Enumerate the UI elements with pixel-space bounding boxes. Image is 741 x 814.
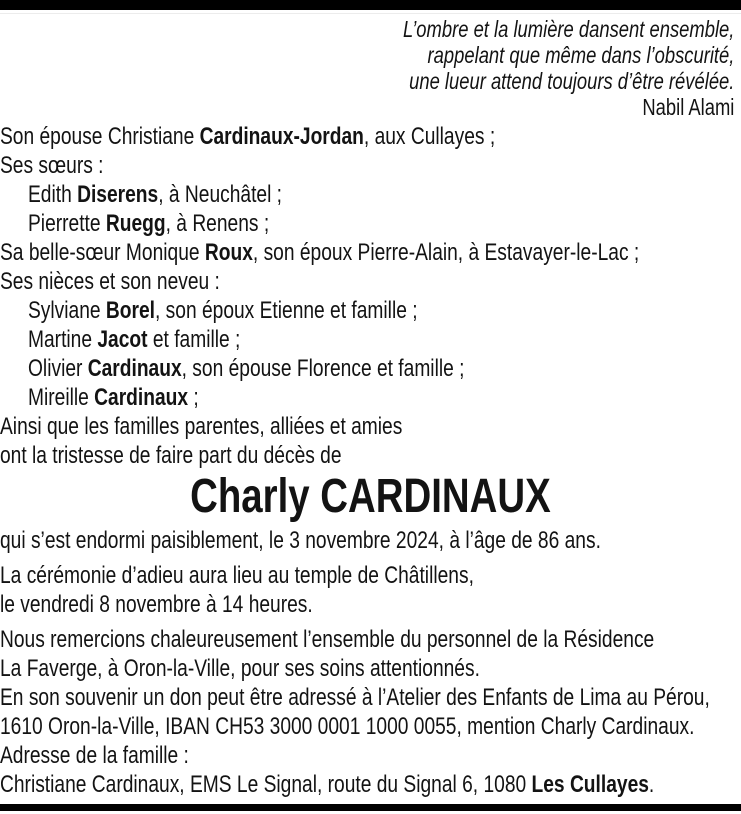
text-line — [0, 441, 741, 470]
thanks-and-donation — [0, 625, 741, 741]
bold-name: Cardinaux — [87, 355, 182, 382]
text-segment: Nous remercions chaleureusement l’ensemble du personnel de la Résidence — [0, 626, 655, 653]
text-line — [0, 770, 741, 799]
text-segment: Martine — [28, 326, 98, 353]
epigraph-quote — [0, 16, 741, 94]
bold-name: Borel — [105, 297, 155, 324]
text-segment: rappelant que même dans l’obscurité, — [427, 42, 735, 68]
text-segment: ont la tristesse de faire part du décès de — [0, 442, 342, 469]
text-line — [0, 42, 734, 68]
text-segment: une lueur attend toujours d’être révélée. — [409, 68, 735, 94]
death-statement — [0, 526, 741, 555]
text-segment: qui s’est endormi paisiblement, le 3 novembre 2024, à l’âge de 86 ans. — [0, 527, 601, 554]
text-line — [0, 238, 741, 267]
text-line — [0, 712, 741, 741]
text-segment: , à Renens ; — [165, 210, 270, 237]
deceased-name: Charly CARDINAUX — [190, 470, 551, 523]
bold-name: Cardinaux-Jordan — [199, 123, 364, 150]
bold-name: Les Cullayes — [531, 771, 649, 798]
text-line — [0, 16, 734, 42]
bottom-border-bar — [0, 804, 741, 811]
bold-name: Diserens — [77, 181, 159, 208]
text-segment: , son époux Etienne et famille ; — [155, 297, 418, 324]
text-line — [0, 625, 741, 654]
text-line — [0, 683, 741, 712]
text-segment: La Faverge, à Oron-la-Ville, pour ses soins attentionnés. — [0, 655, 480, 682]
text-segment: Christiane Cardinaux, EMS Le Signal, route du Signal 6, 1080 — [0, 771, 532, 798]
text-segment: Mireille — [28, 384, 95, 411]
text-line — [0, 209, 741, 238]
text-line — [0, 122, 741, 151]
text-segment: En son souvenir un don peut être adressé à l’Atelier des Enfants de Lima au Pérou, — [0, 684, 710, 711]
text-line — [0, 590, 741, 619]
text-segment: Ses nièces et son neveu : — [0, 268, 220, 295]
text-segment: ; — [188, 384, 199, 411]
text-segment: Son épouse Christiane — [0, 123, 200, 150]
text-segment: 1610 Oron-la-Ville, IBAN CH53 3000 0001 1000 0055, mention Charly Cardinaux. — [0, 713, 695, 740]
text-line — [0, 383, 741, 412]
text-segment: le vendredi 8 novembre à 14 heures. — [0, 591, 313, 618]
bold-name: Jacot — [97, 326, 148, 353]
text-segment: Sylviane — [28, 297, 106, 324]
text-line — [0, 654, 741, 683]
text-segment: L’ombre et la lumière dansent ensemble, — [403, 16, 735, 42]
text-line — [0, 412, 741, 441]
text-segment: Edith — [28, 181, 78, 208]
text-line — [0, 296, 741, 325]
text-line — [0, 526, 741, 555]
quote-attribution: Nabil Alami — [642, 94, 735, 120]
text-segment: , son époux Pierre-Alain, à Estavayer-le-Lac ; — [252, 239, 640, 266]
bold-name: Cardinaux — [94, 384, 189, 411]
text-segment: Adresse de la famille : — [0, 742, 189, 769]
text-line — [0, 267, 741, 296]
text-line — [0, 68, 734, 94]
text-segment: Pierrette — [28, 210, 106, 237]
text-line — [0, 180, 741, 209]
text-segment: Ainsi que les familles parentes, alliées et amies — [0, 413, 403, 440]
text-segment: . — [648, 771, 655, 798]
text-segment: , à Neuchâtel ; — [158, 181, 283, 208]
text-segment: et famille ; — [147, 326, 241, 353]
text-segment: Olivier — [28, 355, 88, 382]
text-segment: Ses sœurs : — [0, 152, 104, 179]
text-segment: Sa belle-sœur Monique — [0, 239, 205, 266]
family-address — [0, 741, 741, 799]
text-segment: , son épouse Florence et famille ; — [181, 355, 465, 382]
text-segment: La cérémonie d’adieu aura lieu au temple de Châtillens, — [0, 562, 474, 589]
bold-name: Roux — [204, 239, 253, 266]
ceremony-info — [0, 561, 741, 619]
text-line — [0, 561, 741, 590]
family-list — [0, 122, 741, 470]
text-line — [0, 151, 741, 180]
text-line — [0, 325, 741, 354]
text-line — [0, 741, 741, 770]
bold-name: Ruegg — [105, 210, 166, 237]
text-line — [0, 354, 741, 383]
text-segment: , aux Cullayes ; — [363, 123, 496, 150]
